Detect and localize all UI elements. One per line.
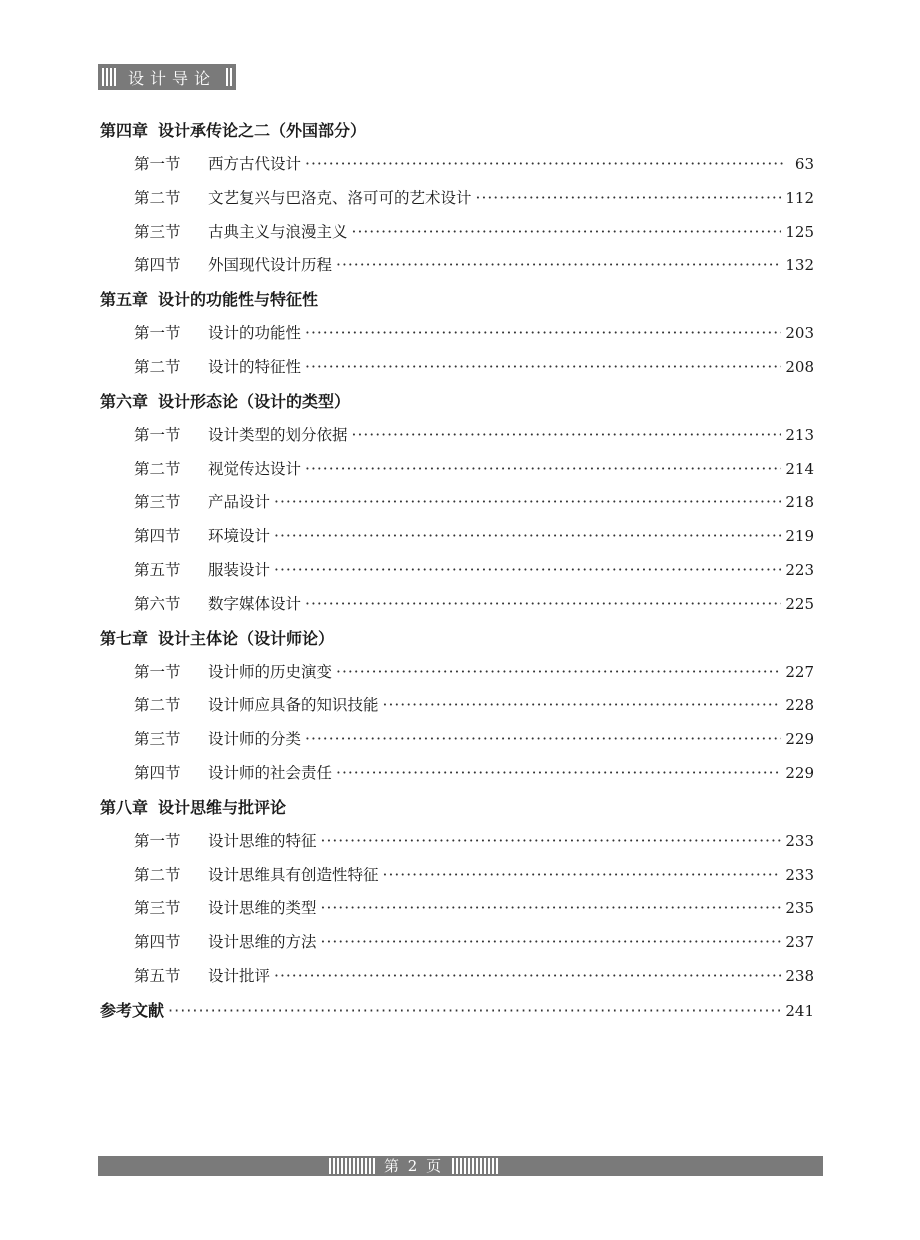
page-ref: 233: [785, 865, 814, 884]
page-ref: 132: [785, 256, 814, 275]
page-ref: 229: [785, 763, 814, 782]
dot-leader: [321, 892, 782, 926]
section-number: 第三节: [134, 730, 181, 749]
toc-entry[interactable]: [100, 351, 814, 385]
section-title: 设计的功能性: [208, 324, 302, 343]
dot-leader: [336, 656, 781, 690]
page-ref: 229: [785, 730, 814, 749]
references-entry[interactable]: [100, 994, 814, 1028]
toc-entry[interactable]: [100, 216, 814, 250]
dot-leader: [336, 249, 781, 283]
section-number: 第四节: [134, 933, 181, 952]
chapter-title: 设计思维与批评论: [158, 797, 287, 817]
section-number: 第四节: [134, 527, 181, 546]
toc-entry[interactable]: [100, 182, 814, 216]
toc-entry[interactable]: [100, 520, 814, 554]
dot-leader: [305, 148, 784, 182]
section-title: 设计思维具有创造性特征: [208, 865, 379, 884]
page-ref: 241: [785, 1001, 814, 1020]
dot-leader: [476, 182, 782, 216]
section-title: 古典主义与浪漫主义: [208, 222, 348, 241]
section-title: 设计思维的类型: [208, 899, 317, 918]
footer-stripes-right: [449, 1158, 501, 1174]
page-ref: 235: [785, 899, 814, 918]
page-ref: 218: [785, 493, 814, 512]
section-title: 数字媒体设计: [208, 594, 302, 613]
section-number: 第三节: [134, 899, 181, 918]
section-number: 第四节: [134, 763, 181, 782]
chapter-number: 第八章: [100, 797, 149, 817]
page-ref: 214: [785, 459, 814, 478]
section-title: 产品设计: [208, 493, 271, 512]
page-ref: 213: [785, 425, 814, 444]
dot-leader: [321, 926, 782, 960]
toc-entry[interactable]: [100, 554, 814, 588]
section-title: 文艺复兴与巴洛克、洛可可的艺术设计: [208, 188, 472, 207]
section-title: 设计师应具备的知识技能: [208, 696, 379, 715]
dot-leader: [336, 757, 781, 791]
chapter-number: 第七章: [100, 628, 149, 648]
section-number: 第二节: [134, 696, 181, 715]
chapter-number: 第五章: [100, 290, 149, 310]
page-ref: 63: [794, 155, 814, 173]
section-number: 第五节: [134, 560, 181, 579]
section-title: 设计师的分类: [208, 730, 302, 749]
section-title: 视觉传达设计: [208, 459, 302, 478]
footer-page-box: [326, 1156, 501, 1176]
dot-leader: [352, 216, 782, 250]
dot-leader: [274, 960, 781, 994]
section-number: 第三节: [134, 493, 181, 512]
toc-entry[interactable]: [100, 926, 814, 960]
section-number: 第二节: [134, 459, 181, 478]
chapter-heading: [100, 622, 814, 656]
section-title: 设计师的社会责任: [208, 763, 333, 782]
section-title: 设计类型的划分依据: [208, 425, 348, 444]
toc-entry[interactable]: [100, 656, 814, 690]
section-number: 第六节: [134, 594, 181, 613]
page-footer: [98, 1156, 823, 1176]
toc-entry[interactable]: [100, 419, 814, 453]
section-number: 第三节: [134, 222, 181, 241]
section-number: 第二节: [134, 188, 181, 207]
page-ref: 203: [785, 324, 814, 343]
chapter-heading: [100, 114, 814, 148]
section-title: 设计师的历史演变: [208, 662, 333, 681]
section-title: 设计批评: [208, 966, 271, 985]
toc-entry[interactable]: [100, 588, 814, 622]
toc-entry[interactable]: [100, 825, 814, 859]
page-ref: 228: [785, 696, 814, 715]
dot-leader: [383, 689, 782, 723]
toc-entry[interactable]: [100, 249, 814, 283]
chapter-title: 设计主体论（设计师论）: [158, 628, 335, 648]
dot-leader: [305, 723, 781, 757]
page-ref: 208: [785, 357, 814, 376]
toc-entry[interactable]: [100, 892, 814, 926]
dot-leader: [274, 486, 781, 520]
chapter-title: 设计形态论（设计的类型）: [158, 391, 351, 411]
toc-entry[interactable]: [100, 859, 814, 893]
section-title: 设计思维的特征: [208, 831, 317, 850]
section-title: 设计思维的方法: [208, 933, 317, 952]
toc-entry[interactable]: [100, 723, 814, 757]
page-ref: 219: [785, 527, 814, 546]
references-title: 参考文献: [100, 1000, 165, 1020]
section-number: 第四节: [134, 256, 181, 275]
section-number: 第一节: [134, 155, 181, 173]
section-title: 环境设计: [208, 527, 271, 546]
section-number: 第二节: [134, 865, 181, 884]
chapter-heading: [100, 791, 814, 825]
page-ref: 238: [785, 966, 814, 985]
toc-entry[interactable]: [100, 453, 814, 487]
section-number: 第二节: [134, 357, 181, 376]
chapter-title: 设计承传论之二（外国部分）: [158, 121, 367, 140]
section-title: 外国现代设计历程: [208, 256, 333, 275]
dot-leader: [383, 859, 782, 893]
page-ref: 125: [785, 222, 814, 241]
toc-entry[interactable]: [100, 960, 814, 994]
header-stripes-end: [222, 64, 236, 90]
section-number: 第五节: [134, 966, 181, 985]
section-title: 西方古代设计: [208, 155, 302, 173]
chapter-title: 设计的功能性与特征性: [158, 290, 319, 310]
page-ref: 223: [785, 560, 814, 579]
toc-entry[interactable]: [100, 689, 814, 723]
section-title: 设计的特征性: [208, 357, 302, 376]
page-number: 第 2 页: [378, 1156, 449, 1176]
page-ref: 227: [785, 662, 814, 681]
book-title: 设计导论: [120, 64, 222, 90]
dot-leader: [168, 994, 781, 1028]
section-title: 服装设计: [208, 560, 271, 579]
section-number: 第一节: [134, 425, 181, 444]
section-number: 第一节: [134, 831, 181, 850]
dot-leader: [305, 453, 781, 487]
page-ref: 112: [785, 188, 814, 207]
toc-entry[interactable]: [100, 757, 814, 791]
page-ref: 225: [785, 594, 814, 613]
chapter-number: 第六章: [100, 391, 149, 411]
dot-leader: [274, 554, 781, 588]
toc-entry[interactable]: [100, 317, 814, 351]
header-stripes: [98, 64, 120, 90]
section-number: 第一节: [134, 324, 181, 343]
dot-leader: [305, 351, 781, 385]
chapter-heading: [100, 283, 814, 317]
toc-entry[interactable]: [100, 486, 814, 520]
dot-leader: [305, 317, 781, 351]
footer-stripes-left: [326, 1158, 378, 1174]
page-ref: 233: [785, 831, 814, 850]
toc-entry[interactable]: [100, 148, 814, 182]
chapter-number: 第四章: [100, 121, 149, 140]
dot-leader: [274, 520, 781, 554]
dot-leader: [321, 825, 782, 859]
running-header: [98, 64, 236, 90]
chapter-heading: [100, 385, 814, 419]
section-number: 第一节: [134, 662, 181, 681]
dot-leader: [305, 588, 781, 622]
table-of-contents: [100, 114, 814, 1028]
dot-leader: [352, 419, 782, 453]
page-ref: 237: [785, 933, 814, 952]
